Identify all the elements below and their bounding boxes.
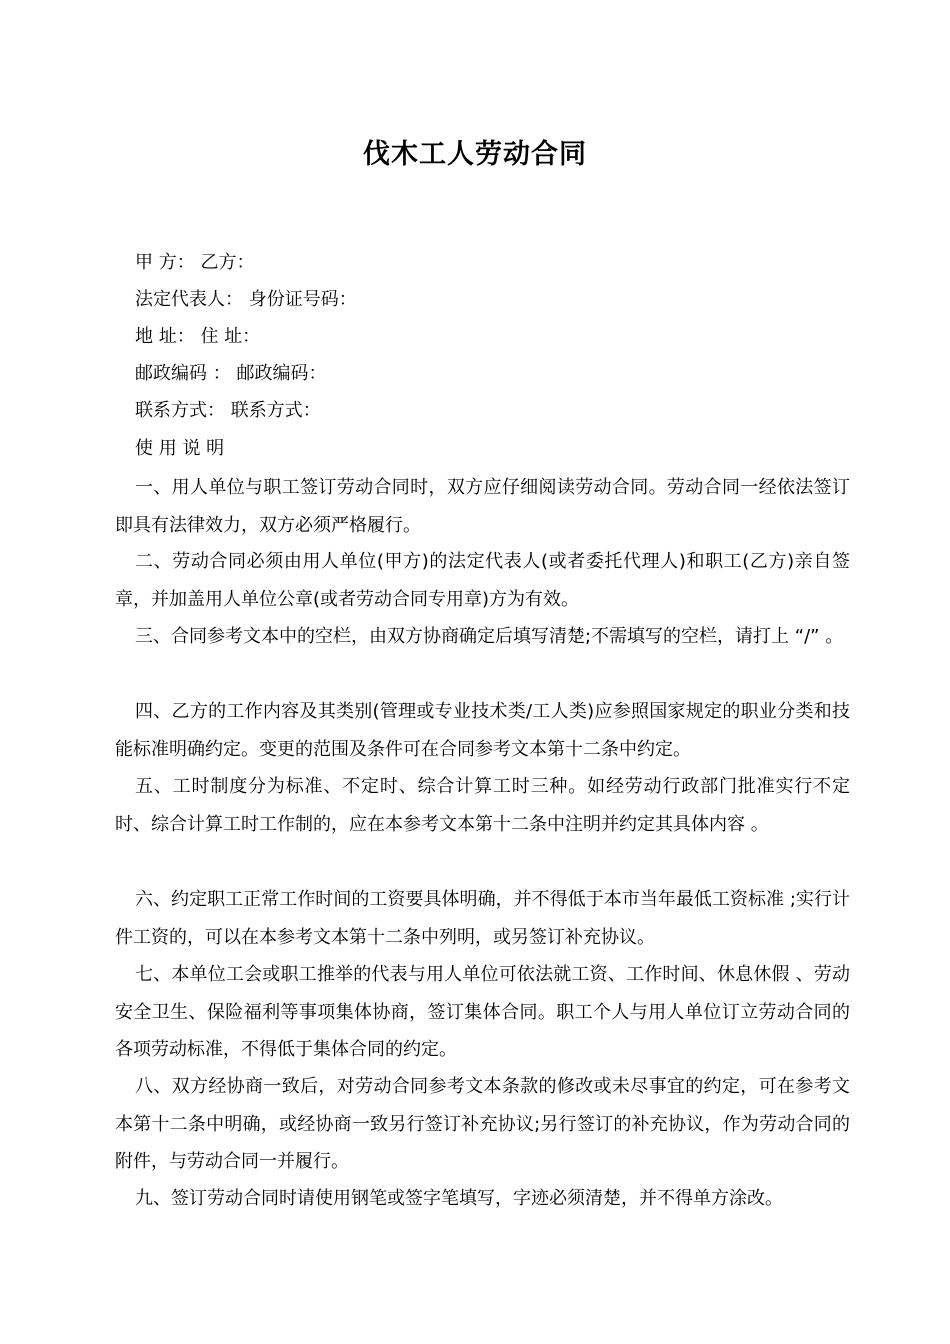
instruction-paragraph-5: 五、工时制度分为标准、不定时、综合计算工时三种。如经劳动行政部门批准实行不定时、综合计算工时工作制的，应在本参考文本第十二条中注明并约定其具体内容 。: [115, 776, 850, 835]
party-line: 甲 方： 乙方：: [135, 252, 255, 273]
instruction-paragraph-6: 六、约定职工正常工作时间的工资要具体明确，并不得低于本市当年最低工资标准 ;实行计件工资的，可以在本参考文本第十二条中列明，或另签订补充协议。: [115, 889, 850, 948]
instruction-paragraph-7: 七、本单位工会或职工推举的代表与用人单位可依法就工资、工作时间、休息休假 、劳动安全卫生、保险福利等事项集体协商，签订集体合同。职工个人与用人单位订立劳动合同的各项劳动标准，不得低于集体合同的约定。: [115, 964, 850, 1060]
instruction-paragraph-1: 一、用人单位与职工签订劳动合同时，双方应仔细阅读劳动合同。劳动合同一经依法签订即具有法律效力，双方必须严格履行。: [115, 477, 850, 536]
representative-line: 法定代表人： 身份证号码：: [135, 289, 357, 310]
address-line: 地 址： 住 址：: [135, 326, 261, 347]
postcode-line: 邮政编码 ： 邮政编码：: [135, 363, 327, 384]
instruction-paragraph-2: 二、劳动合同必须由用人单位(甲方)的法定代表人(或者委托代理人)和职工(乙方)亲自签章，并加盖用人单位公章(或者劳动合同专用章)方为有效。: [115, 551, 850, 610]
instruction-paragraph-4: 四、乙方的工作内容及其类别(管理或专业技术类/工人类)应参照国家规定的职业分类和技能标准明确约定。变更的范围及条件可在合同参考文本第十二条中约定。: [115, 701, 850, 760]
contact-line: 联系方式： 联系方式：: [135, 400, 321, 421]
instructions-heading: 使 用 说 明: [135, 438, 225, 459]
instruction-paragraph-3: 三、合同参考文本中的空栏，由双方协商确定后填写清楚;不需填写的空栏，请打上 “/” 。: [135, 626, 844, 647]
instruction-paragraph-9: 九、签订劳动合同时请使用钢笔或签字笔填写，字迹必须清楚，并不得单方涂改。: [135, 1188, 783, 1209]
instruction-paragraph-8: 八、双方经协商一致后，对劳动合同参考文本条款的修改或未尽事宜的约定，可在参考文本第十二条中明确，或经协商一致另行签订补充协议;另行签订的补充协议，作为劳动合同的附件，与劳动合同一并履行。: [115, 1076, 850, 1172]
document-title: 伐木工人劳动合同: [363, 139, 587, 170]
